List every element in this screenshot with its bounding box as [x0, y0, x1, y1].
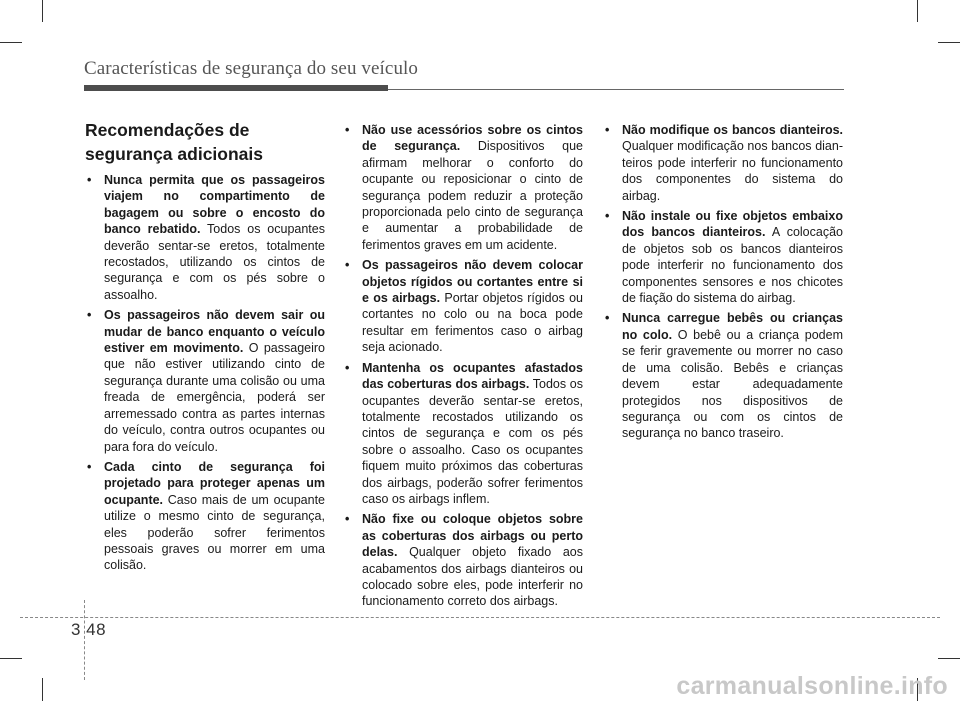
column-3	[603, 122, 843, 446]
item-text: Portar objetos rígidos ou cortantes no colo ou na boca pode resultar em ferimentos caso o airbag seja acionado.	[362, 291, 583, 355]
crop-mark	[938, 658, 960, 659]
bullet-list	[603, 122, 843, 442]
crop-mark	[917, 0, 918, 22]
list-item	[85, 459, 325, 574]
list-item	[603, 122, 843, 204]
list-item	[603, 208, 843, 306]
item-text: Todos os ocupantes deverão sentar-se eretos, totalmente recostados utilizando os cintos de segurança e com os pés sobre o assoalho. Caso os ocupantes fiquem muito próximos das coberturas dos airbags, poderão sofrer ferimentos caso os airbags inflem.	[362, 377, 583, 506]
item-bold: Não fixe ou coloque objetos sobre as coberturas dos airbags ou perto delas.	[362, 512, 583, 560]
item-bold: Os passageiros não devem colocar objetos rígidos ou cortantes entre si e os airbags.	[362, 258, 583, 306]
item-bold: Nunca permita que os passageiros viajem no compartimento de bagagem ou sobre o encosto do banco rebatido.	[104, 173, 325, 237]
item-text: A colocação de objetos sob os bancos dianteiros pode interferir no funcionamento dos componentes sensores e nos chicotes de fiação do sistema do airbag.	[622, 225, 843, 306]
crop-mark	[0, 658, 22, 659]
list-item	[343, 360, 583, 508]
bullet-icon: •	[345, 258, 350, 273]
running-header: Características de segurança do seu veículo	[84, 58, 419, 79]
bullet-icon: •	[605, 209, 610, 224]
column-2	[343, 122, 583, 614]
item-bold: Mantenha os ocupantes afastados das coberturas dos airbags.	[362, 360, 583, 392]
item-bold: Nunca carregue bebês ou crianças no colo.	[622, 311, 843, 342]
crop-mark	[42, 678, 43, 701]
section-title: Recomendações de segurança adicionais	[85, 120, 263, 164]
footer-dashed-rule	[20, 617, 940, 618]
item-text: Qualquer modificação nos bancos dianteiros pode interferir no funcionamento dos componentes do sistema do airbag.	[622, 139, 843, 203]
footer-dashed-divider	[84, 600, 85, 680]
bullet-list	[85, 172, 325, 574]
item-text: O passageiro que não estiver utilizando cinto de segurança durante uma colisão ou uma freada de emergência, poderá ser arremessado contra as partes internas do veículo, contra outros ocupantes ou para fora do veículo.	[104, 341, 325, 454]
watermark: carmanualsonline.info	[676, 672, 948, 700]
bullet-list	[343, 122, 583, 610]
list-item	[85, 307, 325, 455]
bullet-icon: •	[605, 123, 610, 137]
bullet-icon: •	[87, 173, 92, 187]
list-item	[343, 122, 583, 253]
item-text: Qualquer objeto fixado aos acabamentos dos airbags dianteiros ou colocado sobre eles, pode interferir no funcionamento correto dos airbags.	[362, 545, 583, 609]
bullet-icon: •	[345, 123, 350, 137]
header-rule-thick	[84, 85, 388, 91]
bullet-icon: •	[87, 308, 92, 323]
bullet-icon: •	[345, 360, 350, 375]
crop-mark	[0, 42, 22, 43]
item-bold: Não instale ou fixe objetos embaixo dos bancos dianteiros.	[622, 209, 843, 240]
list-item	[603, 310, 843, 441]
item-text: Todos os ocupantes deverão sentar-se eretos, totalmente recostados, utilizando os cintos de segurança e com os pés sobre o assoalho.	[104, 222, 325, 302]
item-text: Dispositivos que afirmam melhorar o conforto do ocupante ou reposicionar o cinto de segurança podem reduzir a proteção proporcionada pelo cinto de segurança e aumentar a probabilidade de ferimentos graves em um acidente.	[362, 139, 583, 252]
item-text: Caso mais de um ocupante utilize o mesmo cinto de segurança, eles poderão sofrer ferimentos pessoais graves ou morrer em uma colisão.	[104, 492, 325, 573]
page-number: 3 48	[71, 620, 107, 639]
bullet-icon: •	[345, 512, 350, 527]
header-rule-thin	[388, 89, 844, 90]
list-item	[343, 511, 583, 609]
bullet-icon: •	[87, 459, 92, 474]
item-bold: Cada cinto de segurança foi projetado para proteger apenas um ocupante.	[104, 459, 325, 507]
item-text: O bebê ou a criança podem se ferir gravemente ou morrer no caso de uma colisão. Bebês e crianças devem estar adequadamente protegidos nos dispositivos de segurança ou com os cintos de segurança no banco traseiro.	[622, 327, 843, 441]
bullet-icon: •	[605, 311, 610, 326]
list-item	[343, 257, 583, 355]
crop-mark	[938, 42, 960, 43]
list-item	[85, 172, 325, 303]
item-bold: Não use acessórios sobre os cintos de segurança.	[362, 123, 583, 154]
item-bold: Não modifique os bancos dianteiros.	[622, 123, 843, 137]
item-bold: Os passageiros não devem sair ou mudar de banco enquanto o veículo estiver em movimento.	[104, 308, 325, 356]
column-1	[85, 118, 325, 578]
crop-mark	[42, 0, 43, 22]
